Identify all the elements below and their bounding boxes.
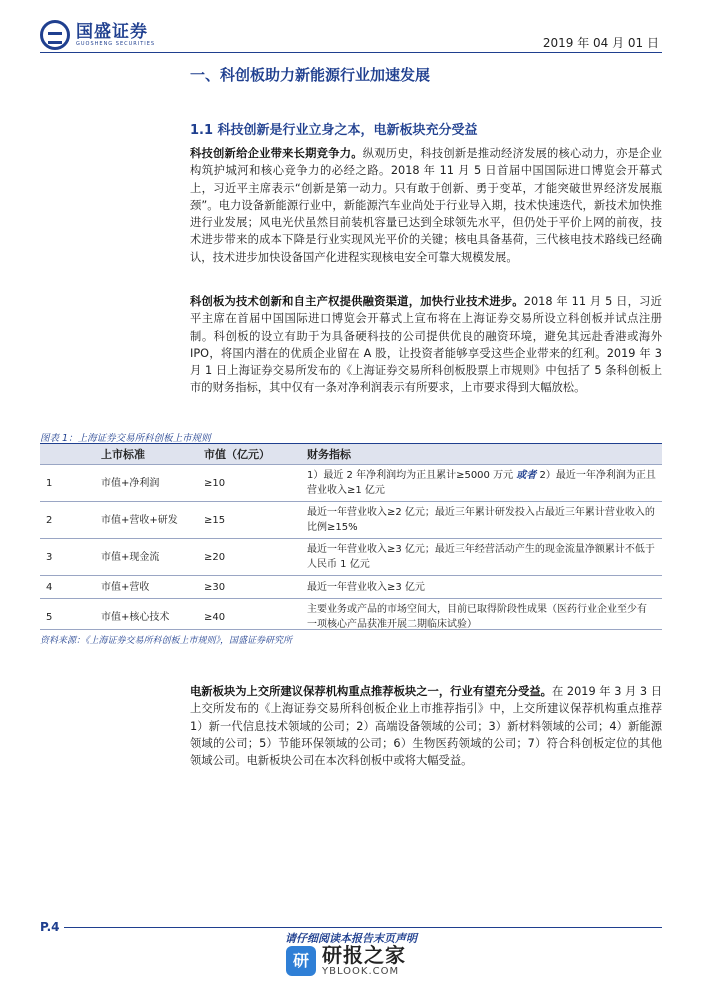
- row-no: 3: [40, 539, 95, 576]
- report-date: 2019 年 04 月 01 日: [542, 36, 659, 50]
- row-no: 4: [40, 576, 95, 599]
- paragraph-1: [190, 145, 662, 266]
- row-standard: 市值+净利润: [95, 465, 198, 502]
- row-criteria: [301, 465, 662, 502]
- table-header-row: [40, 444, 662, 465]
- header-criteria: 财务指标: [301, 444, 662, 465]
- row-no: 5: [40, 599, 95, 636]
- footer-divider: [40, 927, 662, 928]
- paragraph-3-body: 在 2019 年 3 月 3 日上交所发布的《上海证券交易所科创板企业上市推荐指引》中，上交所建议保荐机构重点推荐 1）新一代信息技术领域的公司；2）高端设备领域的公司；3）新材料领域的公司；4）新能源领域的公司；5）节能环保领域的公司；6）生物医药领域的公司；7）符合科创板定位的其他领域公司。电新板块公司在本次科创板中或将大幅受益。: [190, 685, 662, 768]
- row-criteria: 最近一年营业收入≥3 亿元；最近三年经营活动产生的现金流量净额累计不低于人民币 1 亿元: [301, 539, 662, 576]
- row-standard: 市值+核心技术: [95, 599, 198, 636]
- section-title: 一、科创板助力新能源行业加速发展: [190, 66, 431, 84]
- paragraph-2: [190, 293, 662, 397]
- row-market-cap: ≥10: [198, 465, 301, 502]
- row-standard: 市值+营收: [95, 576, 198, 599]
- row-criteria-part-b: 2）最近一年净利润为正且营业收入≥1 亿元: [307, 470, 656, 496]
- company-logo: [40, 20, 155, 50]
- row-market-cap: ≥40: [198, 599, 301, 636]
- row-standard: 市值+营收+研发: [95, 502, 198, 539]
- page-number: P.4: [40, 920, 64, 934]
- row-market-cap: ≥30: [198, 576, 301, 599]
- paragraph-2-lead: 科创板为技术创新和自主产权提供融资渠道，加快行业技术进步。: [190, 295, 524, 308]
- watermark-logo-icon: 研: [286, 946, 316, 976]
- watermark: [286, 944, 406, 977]
- row-no: 2: [40, 502, 95, 539]
- table-row: [40, 576, 662, 599]
- paragraph-1-lead: 科技创新给企业带来长期竞争力。: [190, 147, 363, 160]
- header-no: [40, 444, 95, 465]
- row-criteria-part-a: 1）最近 2 年净利润均为正且累计≥5000 万元: [307, 470, 517, 481]
- paragraph-2-body: 2018 年 11 月 5 日，习近平主席在首届中国国际进口博览会开幕式上宣布将在上海证券交易所设立科创板并试点注册制。科创板的设立有助于为具备硬科技的公司提供优良的融资环境，避免其远赴香港或海外 IPO，将国内潜在的优质企业留在 A 股，让投资者能够享受这些企业带来的红利。2019 年 3 月 1 日上海证券交易所发布的《上海证券交易所科创板股票上市规则》中包括了 5 条科创板上市的财务指标，其中仅有一条对净利润表示有所要求，上市要求得到大幅放松。: [190, 295, 662, 395]
- source-note: 资料来源：《上海证券交易所科创板上市规则》，国盛证券研究所: [40, 636, 293, 646]
- subsection-title: 1.1 科技创新是行业立身之本，电新板块充分受益: [190, 123, 478, 138]
- paragraph-3-lead: 电新板块为上交所建议保荐机构重点推荐板块之一，行业有望充分受益。: [190, 685, 552, 698]
- table-row: [40, 539, 662, 576]
- row-criteria: 最近一年营业收入≥3 亿元: [301, 576, 662, 599]
- figure-caption: 图表 1：上海证券交易所科创板上市规则: [40, 433, 211, 444]
- paragraph-3: [190, 683, 662, 769]
- row-no: 1: [40, 465, 95, 502]
- header-standard: 上市标准: [95, 444, 198, 465]
- table-row: [40, 465, 662, 502]
- row-criteria: 最近一年营业收入≥2 亿元；最近三年累计研发投入占最近三年累计营业收入的比例≥15%: [301, 502, 662, 539]
- row-market-cap: ≥15: [198, 502, 301, 539]
- watermark-name: 研报之家: [322, 943, 406, 967]
- row-standard: 市值+现金流: [95, 539, 198, 576]
- watermark-url: YBLOOK.COM: [322, 966, 400, 977]
- logo-icon: [40, 20, 70, 50]
- listing-rules-table: [40, 444, 662, 635]
- row-market-cap: ≥20: [198, 539, 301, 576]
- row-criteria-or: 或者: [516, 470, 537, 481]
- row-criteria: 主要业务或产品的市场空间大，目前已取得阶段性成果（医药行业企业至少有一项核心产品获准开展二期临床试验）: [301, 599, 662, 636]
- figure-bottom-rule: [40, 629, 662, 630]
- header-market-cap: 市值（亿元）: [198, 444, 301, 465]
- header-divider: [40, 52, 662, 53]
- table-row: [40, 502, 662, 539]
- logo-name: 国盛证券: [76, 22, 148, 42]
- disclaimer-note: 请仔细阅读本报告末页声明: [285, 932, 417, 945]
- paragraph-1-body: 纵观历史，科技创新是推动经济发展的核心动力，亦是企业构筑护城河和核心竞争力的必经之路。2018 年 11 月 5 日首届中国国际进口博览会开幕式上，习近平主席表示“创新是第一动力。只有敢于创新、勇于变革，才能突破世界经济发展瓶颈”。电力设备新能源行业中，新能源汽车业尚处于行业导入期，技术快速迭代，新技术加快推进行业发展；风电光伏虽然目前装机容量已达到全球领先水平，但仍处于平价上网的前夜，技术进步带来的成本下降是行业实现风光平价的关键；核电具备基荷，三代核电技术路线已经确认，技术进步加快设备国产化进程实现核电安全可靠大规模发展。: [190, 147, 662, 264]
- logo-subtitle: GUOSHENG SECURITIES: [76, 41, 156, 47]
